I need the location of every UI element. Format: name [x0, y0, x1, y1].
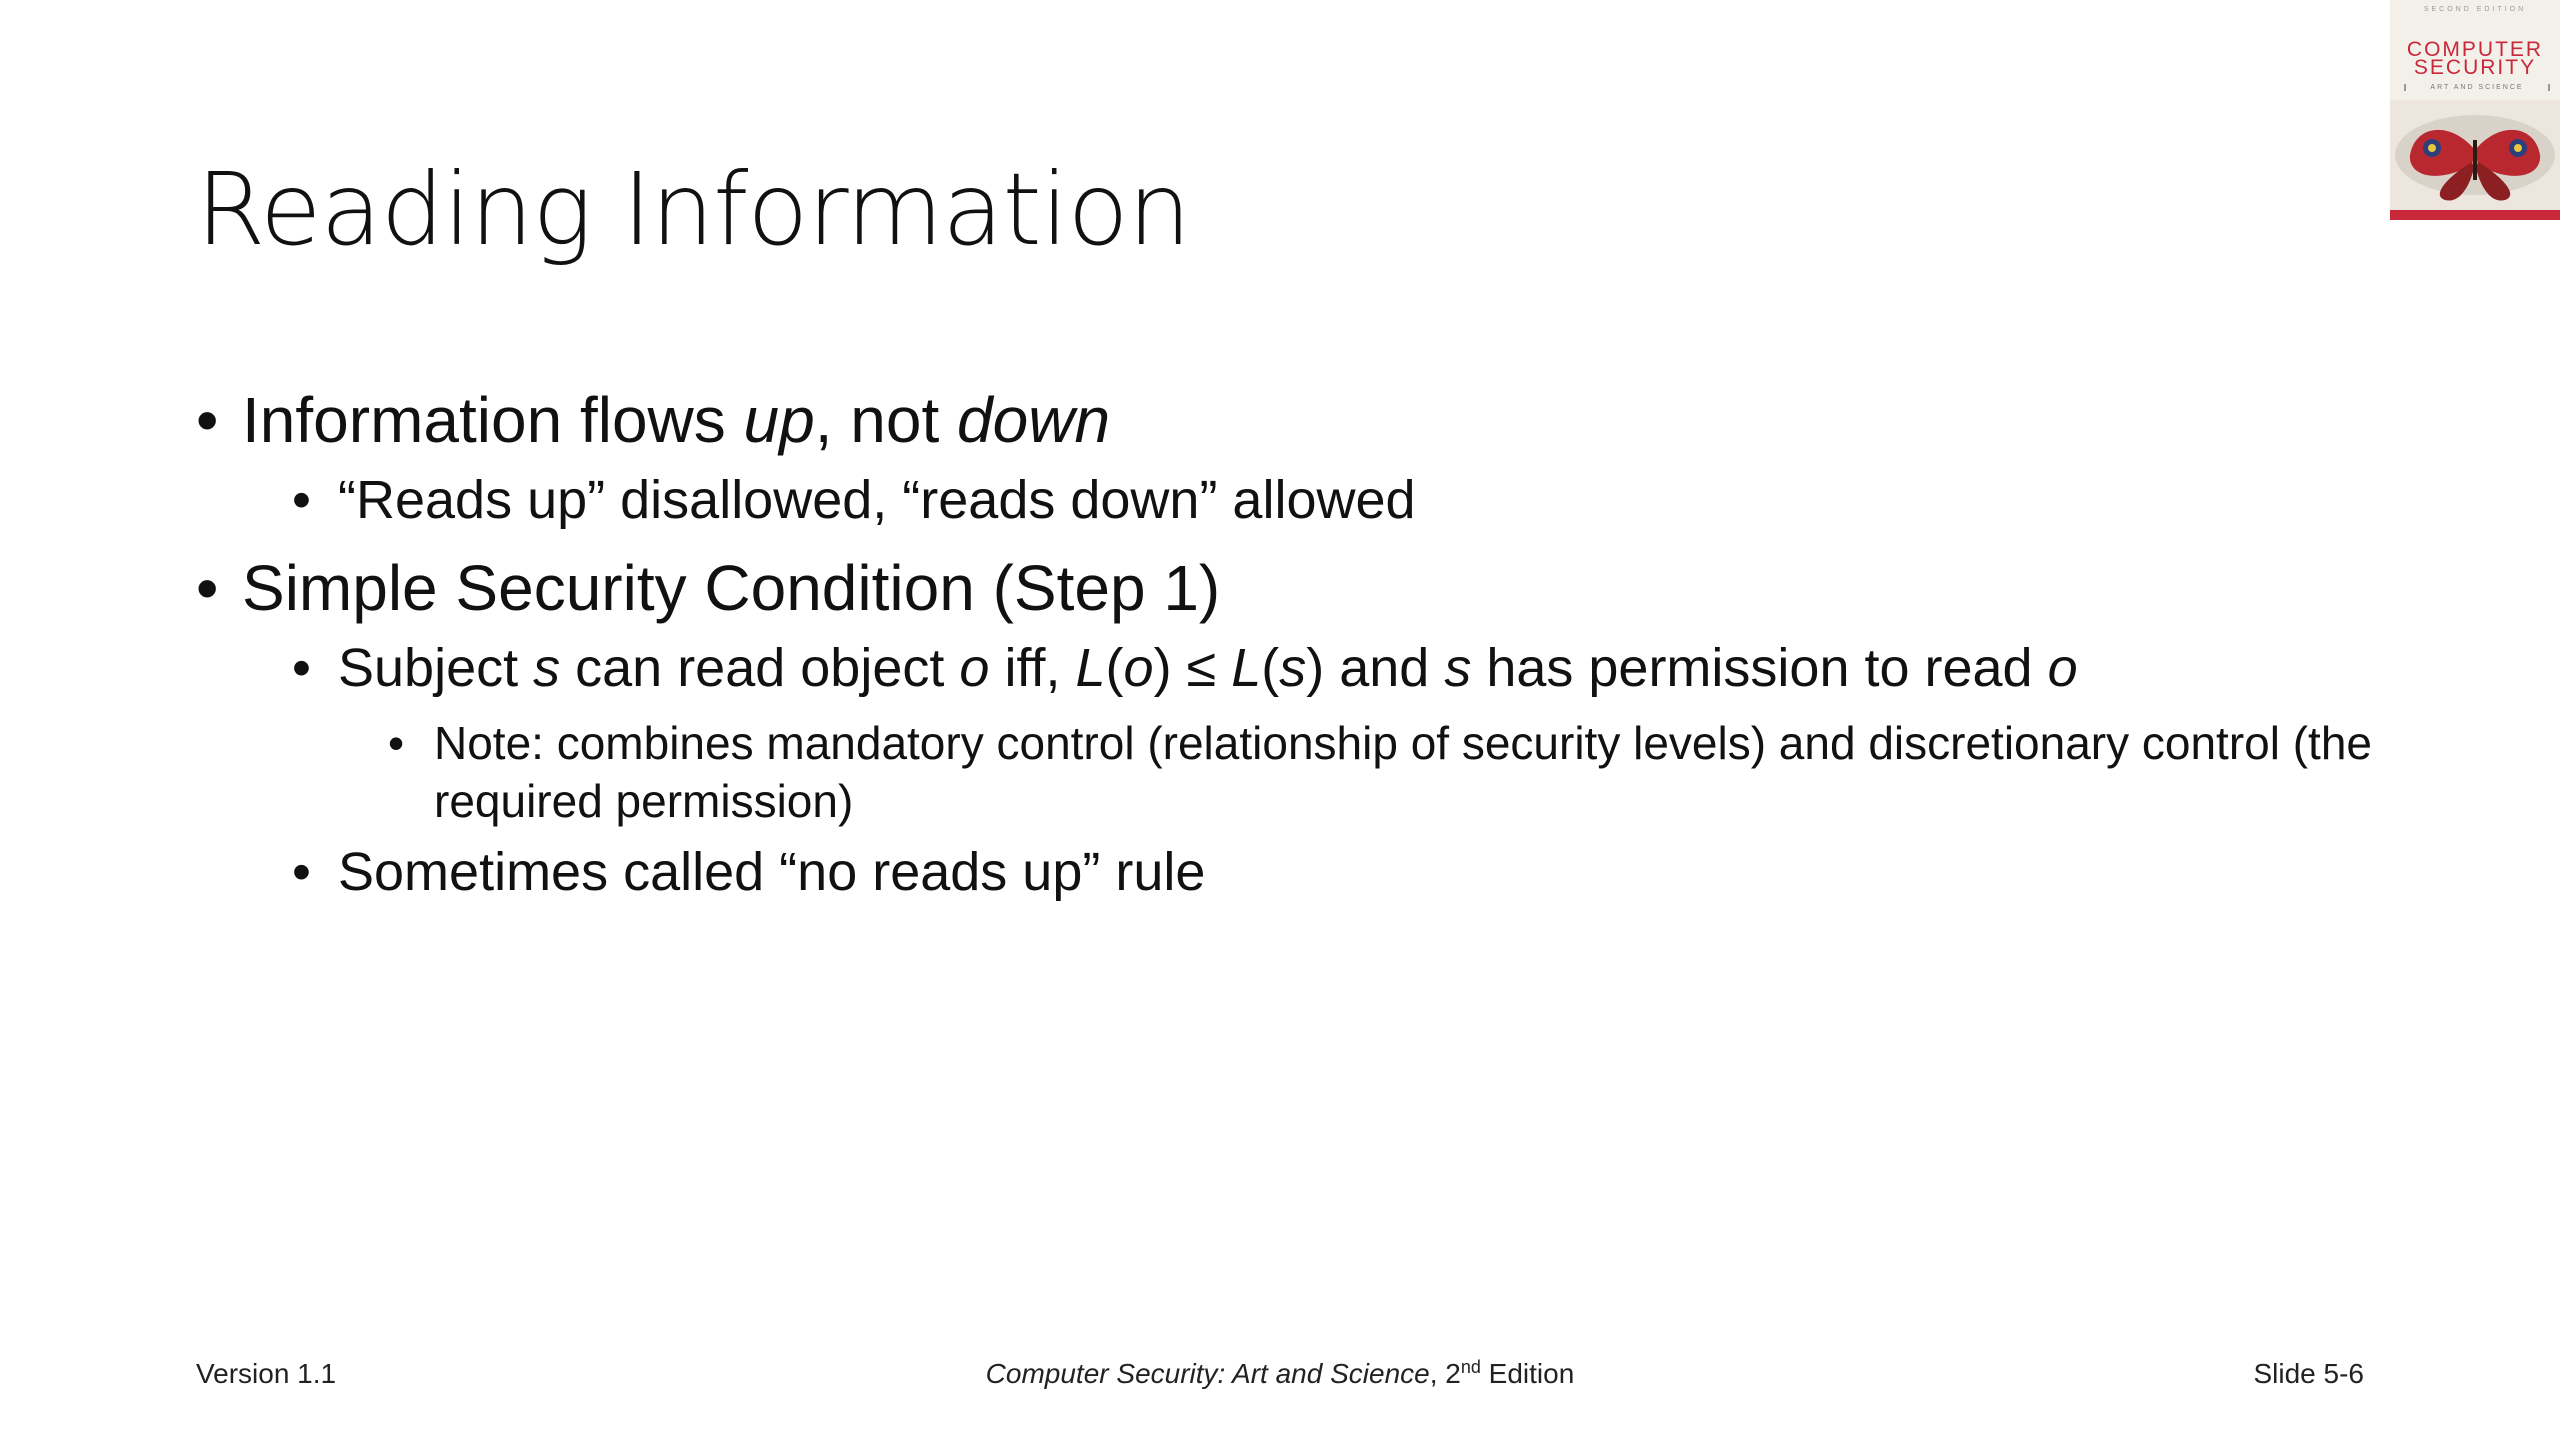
- bullet-text: iff,: [989, 638, 1076, 698]
- bullet-text: Note: combines mandatory control (relationship of security levels) and discretionary control (the required permission): [434, 717, 2372, 827]
- bullet-icon: •: [196, 552, 219, 624]
- math-var: o: [1123, 638, 1154, 698]
- bullet-text: Sometimes called “no reads up” rule: [338, 842, 1206, 902]
- footer-book-name: Computer Security: Art and Science: [985, 1358, 1430, 1389]
- bullet-text: (: [1261, 638, 1280, 698]
- math-var: s: [1279, 638, 1307, 698]
- bullet-icon: •: [388, 717, 405, 769]
- bullet-text: has permission to read: [1471, 638, 2048, 698]
- cover-subtitle: ART AND SCIENCE: [2404, 84, 2550, 91]
- bullet-text: Information flows: [242, 384, 744, 456]
- slide-title: Reading Information: [196, 151, 1191, 268]
- footer-version: Version 1.1: [196, 1358, 337, 1389]
- bullet-level3: [196, 714, 2464, 830]
- bullet-icon: •: [292, 638, 311, 698]
- footer-edition-sup: nd: [1460, 1357, 1481, 1377]
- bullet-level1: [196, 548, 2396, 628]
- math-var: L: [1231, 638, 1262, 698]
- emphasis-text: down: [957, 384, 1111, 456]
- footer-edition-word: Edition: [1480, 1358, 1575, 1389]
- bullet-level2: [196, 838, 2396, 906]
- bullet-text: ) ≤: [1153, 638, 1232, 698]
- bullet-list: [196, 380, 2396, 906]
- bullet-icon: •: [292, 842, 311, 902]
- math-var: o: [2047, 638, 2078, 698]
- bullet-level2: [196, 634, 2396, 702]
- butterfly-icon: [2390, 100, 2560, 220]
- bullet-text: , not: [814, 384, 958, 456]
- math-var: s: [1444, 638, 1472, 698]
- bullet-icon: •: [196, 384, 219, 456]
- book-cover-logo: [2390, 0, 2560, 220]
- cover-title-line1: COMPUTER: [2406, 38, 2544, 61]
- math-var: o: [959, 638, 990, 698]
- bullet-text: can read object: [560, 638, 960, 698]
- cover-title-line2: SECURITY: [2413, 56, 2537, 79]
- footer-book-title: [0, 1356, 2560, 1392]
- bullet-level2: [196, 466, 2396, 534]
- math-var: L: [1075, 638, 1106, 698]
- bullet-text: (: [1105, 638, 1124, 698]
- bullet-text: ) and: [1306, 638, 1445, 698]
- footer-edition-num: , 2: [1429, 1358, 1461, 1389]
- emphasis-text: up: [743, 384, 815, 456]
- bullet-text: Subject: [338, 638, 534, 698]
- bullet-text: “Reads up” disallowed, “reads down” allowed: [338, 470, 1416, 530]
- cover-edition: SECOND EDITION: [2423, 6, 2527, 13]
- math-var: s: [533, 638, 561, 698]
- bullet-level1: [196, 380, 2396, 460]
- footer-slide-number: Slide 5-6: [2253, 1358, 2364, 1389]
- bullet-icon: •: [292, 470, 311, 530]
- bullet-text: Simple Security Condition (Step 1): [242, 552, 1221, 624]
